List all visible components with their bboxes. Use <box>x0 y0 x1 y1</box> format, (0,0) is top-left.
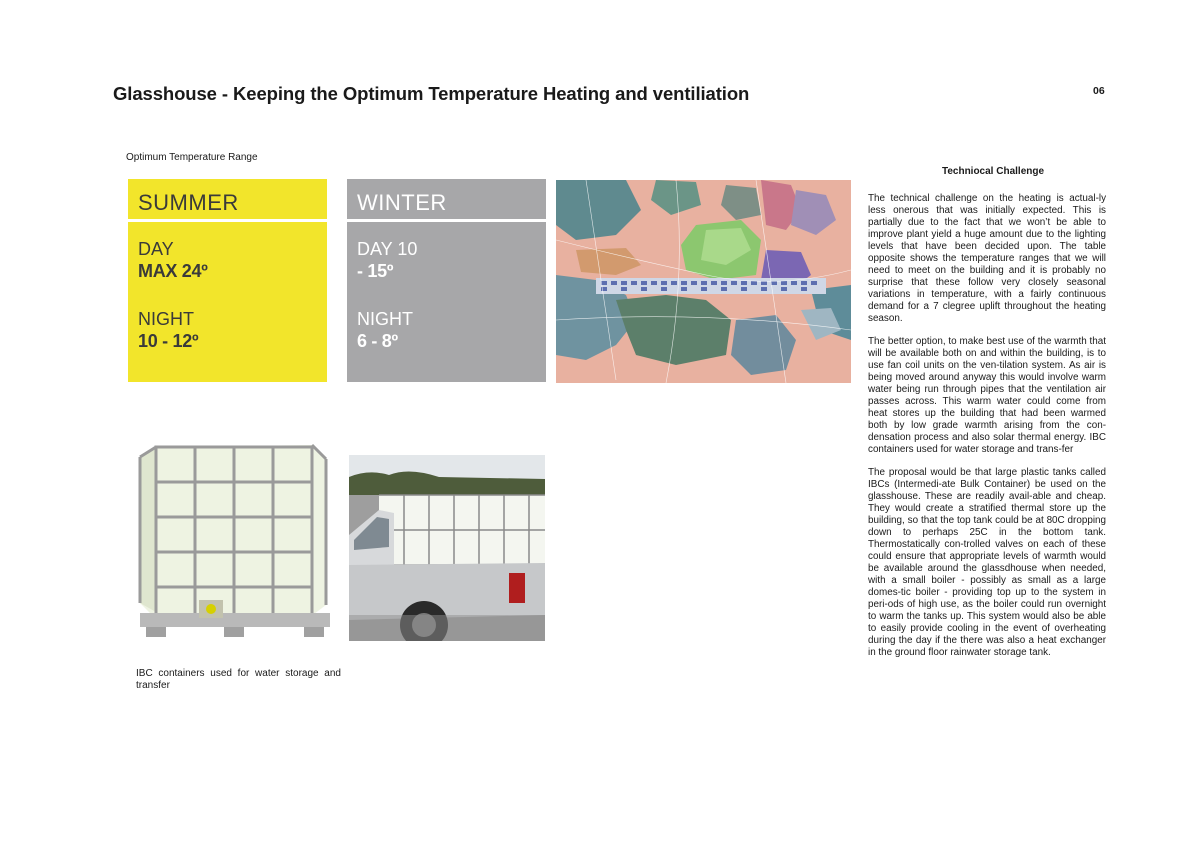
summer-temperature-card <box>128 179 327 382</box>
winter-night-label: NIGHT <box>357 309 413 329</box>
ibc-container-photo <box>134 437 342 653</box>
winter-title: WINTER <box>347 179 546 222</box>
winter-night-value: 6 - 8º <box>357 331 398 351</box>
page-number: 06 <box>1093 85 1105 97</box>
technical-challenge-heading: Techniocal Challenge <box>941 166 1045 177</box>
pickup-truck-ibc-photo <box>349 455 545 641</box>
summer-night-value: 10 - 12º <box>138 331 199 351</box>
body-paragraph: The proposal would be that large plastic tanks called IBCs (Intermedi-ate Bulk Container) be used on the glasshouse. These are readily avail-able and cheap. They would create a stratified thermal store up the building, so that the top tank could be at 80C dropping down to perhaps 25C in the bottom tank. Thermostatically con-trolled valves on each of these could ensure that appropriate levels of warmth would be available around the glassdhouse when needed, with a small boiler - possibly as small as a large domes-tic boiler - providing top up to the system in peri-ods of high use, as the boiler could run overnight to warm the tanks up. This system would also be able to easily provide cooling in the event of overheating during the day if the there was also a heat exchanger in the ground floor rainwater storage tank. <box>868 467 1106 658</box>
winter-day-value: - 15º <box>357 261 394 281</box>
temperature-range-label: Optimum Temperature Range <box>126 152 258 163</box>
winter-day-label: DAY 10 <box>357 239 418 259</box>
body-paragraph: The better option, to make best use of the warmth that will be available both on and within the building, is to use fan coil units on the ven-tilation system. As air is being moved around anyway this would involve warm water being run through pipes that the ventilation air passes across. This warm water could come from heat stores up the building that had been warmed both by low grade warmth arising from the con-densation process and also solar thermal energy. IBC containers used for water storage and trans-fer <box>868 336 1106 455</box>
page-title: Glasshouse - Keeping the Optimum Temperature Heating and ventiliation <box>113 83 750 104</box>
winter-temperature-card <box>347 179 546 382</box>
summer-day-label: DAY <box>138 239 174 259</box>
site-plan-map <box>556 180 851 383</box>
summer-day-value: MAX 24º <box>138 261 208 281</box>
technical-challenge-column <box>868 166 1106 670</box>
photo-caption: IBC containers used for water storage and transfer <box>136 668 341 691</box>
summer-title: SUMMER <box>128 179 327 222</box>
summer-night-label: NIGHT <box>138 309 194 329</box>
body-paragraph: The technical challenge on the heating is actual-ly less onerous that was initially expected. This is partially due to the fact that we won’t be able to improve plant yield a huge amount due to the lighting levels that have been decided upon. The table opposite shows the temperature ranges that we will need to meet on the building and it is probably no surprise that these follow very closely seasonal variations in temperature, with a fairly continuous demand for a 7 clegree uplift throughout the heating season. <box>868 193 1106 324</box>
